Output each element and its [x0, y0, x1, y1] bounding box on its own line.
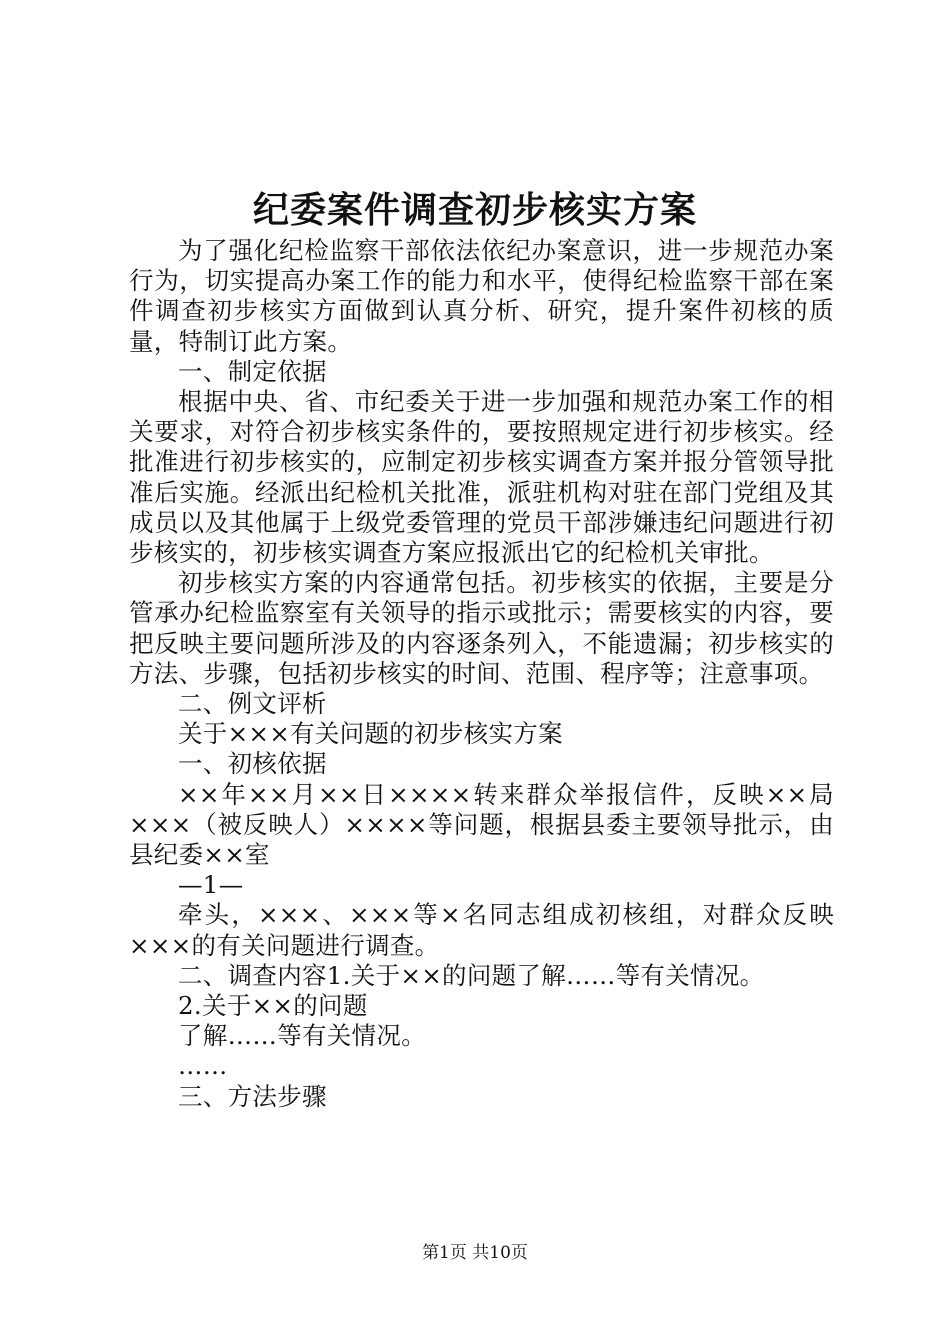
list-item: 了解……等有关情况。: [178, 1021, 426, 1051]
example-paragraph: ××年××月××日××××转来群众举报信件，反映××局×××（被反映人）××××等问题，根据县委主要领导批示，由县纪委××室: [129, 779, 834, 870]
document-title: 纪委案件调查初步核实方案: [252, 189, 697, 231]
page-footer: 第1页 共10页: [422, 1243, 528, 1263]
list-item: 2.关于××的问题: [178, 991, 368, 1021]
ellipsis-line: ……: [178, 1051, 228, 1081]
page-marker: —1—: [178, 870, 244, 900]
section-heading: 一、初核依据: [178, 749, 327, 779]
document-body: [129, 236, 834, 1112]
example-title: 关于×××有关问题的初步核实方案: [178, 719, 563, 749]
section-heading: 一、制定依据: [178, 356, 327, 386]
content-paragraph: 初步核实方案的内容通常包括。初步核实的依据，主要是分管承办纪检监察室有关领导的指示或批示；需要核实的内容，要把反映主要问题所涉及的内容逐条列入，不能遗漏；初步核实的方法、步骤，包括初步核实的时间、范围、程序等；注意事项。: [129, 568, 834, 688]
investigation-content: 二、调查内容1.关于××的问题了解……等有关情况。: [178, 960, 765, 990]
section-heading: 二、例文评析: [178, 689, 327, 719]
intro-paragraph: 为了强化纪检监察干部依法依纪办案意识，进一步规范办案行为，切实提高办案工作的能力和水平，使得纪检监察干部在案件调查初步核实方面做到认真分析、研究，提升案件初核的质量，特制订此方案。: [129, 236, 834, 356]
basis-paragraph: 根据中央、省、市纪委关于进一步加强和规范办案工作的相关要求，对符合初步核实条件的，要按照规定进行初步核实。经批准进行初步核实的，应制定初步核实调查方案并报分管领导批准后实施。经派出纪检机关批准，派驻机构对驻在部门党组及其成员以及其他属于上级党委管理的党员干部涉嫌违纪问题进行初步核实的，初步核实调查方案应报派出它的纪检机关审批。: [129, 387, 834, 568]
example-paragraph: 牵头，×××、×××等×名同志组成初核组，对群众反映×××的有关问题进行调查。: [129, 900, 834, 960]
section-heading: 三、方法步骤: [178, 1081, 327, 1111]
